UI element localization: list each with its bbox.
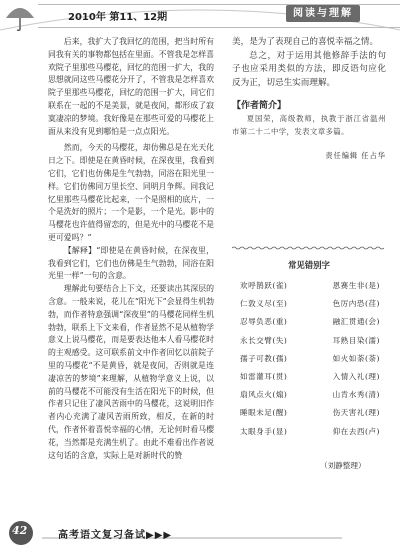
paragraph: 总之，对于运用其他修辞手法的句子也应采用类似的方法，即反语句应化反为正，切忌生实而理解。 <box>232 50 386 88</box>
issue-label: 2010年 第11、12期 <box>68 12 168 23</box>
list-item: 睡眼未足(醒) 伤天害礼(理) <box>240 408 380 418</box>
section-rubric: 阅读与理解 <box>286 5 360 22</box>
editor-credit: 责任编辑 任占华 <box>325 150 386 160</box>
list-item: 扇风点火(煽) 山肯水秀(清) <box>240 390 380 400</box>
author-heading: 【作者简介】 <box>232 101 287 112</box>
page-number: 42 <box>12 524 28 537</box>
list-item: 忍辱负恶(重) 融汇贯通(会) <box>240 317 380 327</box>
magazine-name: 高考语文复习备试▶▶▶ <box>58 530 173 541</box>
paragraph: 美，是为了表现自己的喜悦幸福之情。 <box>232 37 379 47</box>
umbrella-icon <box>4 2 36 32</box>
author-bio: 夏国荣，高级教师，执教于浙江省温州市第二十二中学，发表文章多篇。 <box>232 114 386 136</box>
paragraph: 然而，今天的马樱花，却仿佛总是在光天化日之下。即使是在黄昏时候，在深夜里，我看到它们，它们也仿佛是生气勃勃，同浴在阳光里一样。它们仿佛同万里长空、同明月争辉。同我记忆里那些马樱花比起来，一个是照相的底片，一个是洗好的照片；一个是影，一个是光。影中的马樱花也许值得留恋的，但是光中的马樱花不是更可爱吗？” <box>48 143 214 242</box>
paragraph: 后来，我扩大了我回忆的范围，把当时所有同我有关的事物都包括在里面。不管我是怎样喜欢院子里那些马樱花，回忆的范围一扩大，我的思想就同这些马樱花分开了，不管我是怎样喜欢院子里那些马樱花，回忆的范围一扩大，同它们联系在一起的不是美景，就是夜间，都形成了寂寞凄凉的梦境。我好像是在那些可爱的马樱花上面从来没有见到哪怕是一点点阳光。 <box>48 37 214 136</box>
box-title: 常见错别字 <box>288 260 330 270</box>
list-item: 永长交臂(失) 耳熟目染(濡) <box>240 335 380 345</box>
compiler-credit: （刘静整理） <box>320 461 366 470</box>
list-item: 如雷灌耳(贯) 入情入礼(理) <box>240 372 380 382</box>
paragraph: 【解释】“即使是在黄昏时候，在深夜里，我看到它们，它们也仿佛是生气勃勃，同浴在阳光里一样”一句的含意。 <box>48 245 214 281</box>
right-column <box>232 36 386 161</box>
divider <box>232 246 386 250</box>
list-item: 欢呼鹊跃(雀) 恩赛生非(是) <box>240 281 380 290</box>
list-item: 太眼身手(显) 仰在去西(卢) <box>240 426 380 436</box>
paragraph: 理解此句要结合上下文，还要读出其深层的含意。一般来说，花儿在“阳光下”会显得生机勃勃，而作者特意强调“深夜里”的马樱花同样生机勃勃，联系上下文来看，作者显然不是从植物学意义上说马樱花，而是要表达他本人看马樱花时的主观感受。这可联系前文中作者回忆以前院子里的马樱花“不是黄昏，就是夜间，否则就是连凄凉苦的梦境”来理解，从植物学意义上说，以前的马樱花不可能没有生活在阳光下的时候，但作者只记住了凄风苦雨中的马樱花，这说明旧作者内心充满了凄风苦雨所致，相反，在新的时代，作者怀着喜悦幸福的心情，无论何时看马樱花，当然都是充满生机了。由此不难看出作者说这句话的含意，实际上是对新时代的赞 <box>48 284 214 460</box>
list-item: 孺子可教(孺) 如火如荼(荼) <box>240 353 380 363</box>
list-item: 仁敦义尽(至) 色厉内恐(荏) <box>240 299 380 309</box>
page-number-badge <box>4 519 40 547</box>
left-column <box>48 36 214 462</box>
typo-list <box>240 277 380 441</box>
